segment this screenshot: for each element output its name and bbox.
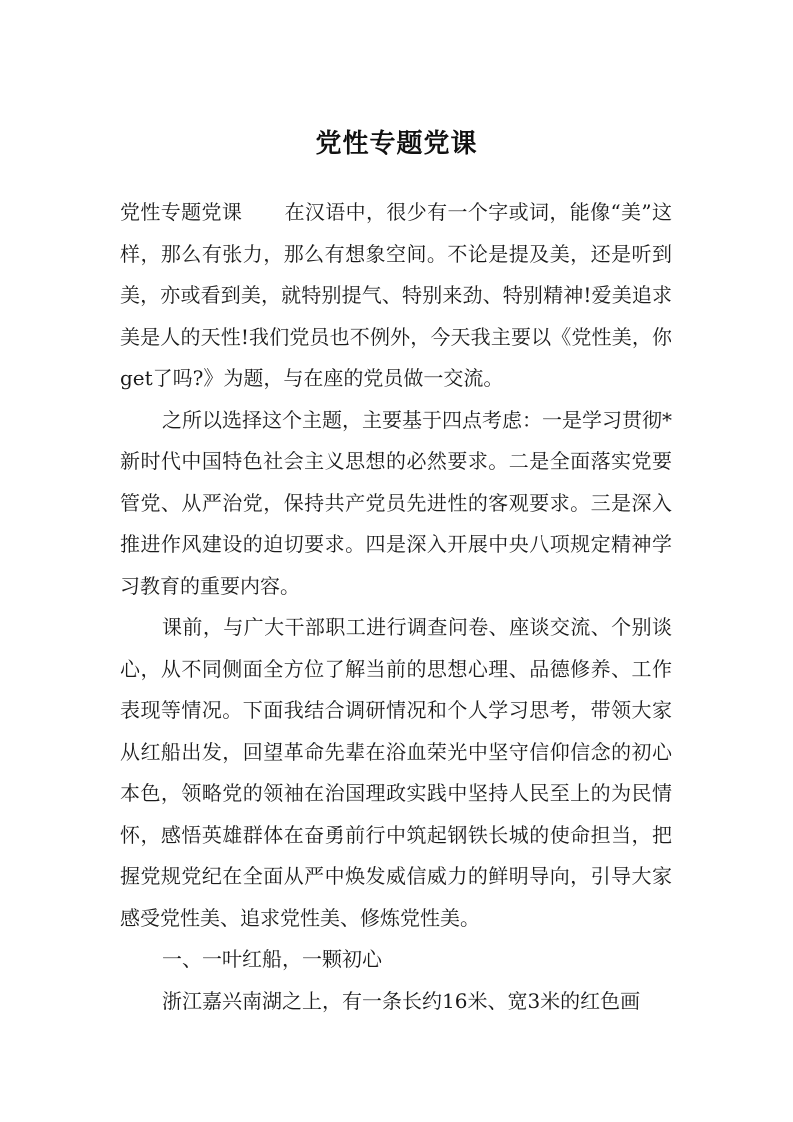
paragraph-research: 课前，与广大干部职工进行调查问卷、座谈交流、个别谈心，从不同侧面全方位了解当前的思想心理、品德修养、工作表现等情况。下面我结合调研情况和个人学习思考，带领大家从红船出发，回望革命先辈在浴血荣光中坚守信仰信念的初心本色，领略党的领袖在治国理政实践中坚持人民至上的为民情怀，感悟英雄群体在奋勇前行中筑起钢铁长城的使命担当，把握党规党纪在全面从严中焕发威信威力的鲜明导向，引导大家感受党性美、追求党性美、修炼党性美。 [120,615,672,930]
paragraph-reasons: 之所以选择这个主题，主要基于四点考虑：一是学习贯彻*新时代中国特色社会主义思想的必然要求。二是全面落实党要管党、从严治党，保持共产党员先进性的客观要求。三是深入推进作风建设的迫切要求。四是深入开展中央八项规定精神学习教育的重要内容。 [120,407,672,598]
paragraph-intro [120,192,672,400]
paragraph-red-boat: 浙江嘉兴南湖之上，有一条长约16米、宽3米的红色画 [162,988,641,1013]
paragraph-text: 在汉语中，很少有一个字或词，能像“美”这样，那么有张力，那么有想象空间。不论是提及美，还是听到美，亦或看到美，就特别提气、特别来劲、特别精神!爱美追求美是人的天性!我们党员也不例外，今天我主要以《党性美，你get了吗?》为题，与在座的党员做一交流。 [120,200,672,390]
section-heading: 一、一叶红船，一颗初心 [162,947,382,971]
document-title: 党性专题党课 [315,129,478,159]
paragraph-lead-title: 党性专题党课 [120,200,243,224]
document-body [120,192,672,1022]
